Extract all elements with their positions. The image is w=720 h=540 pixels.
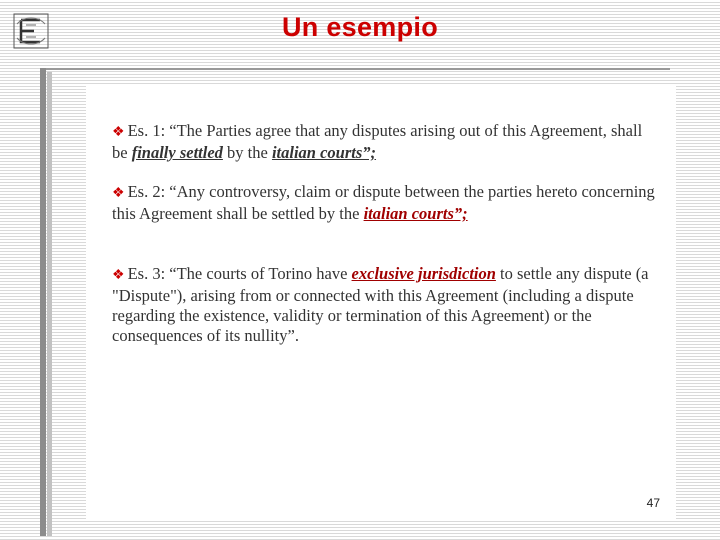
diamond-bullet-icon: ❖ <box>112 186 125 201</box>
example-2-lead: Es. 2: “Any controversy, claim or dispute between the parties hereto concerning this Agreement shall be settled by the <box>112 182 655 223</box>
page-title: Un esempio <box>281 12 439 42</box>
example-3 <box>112 264 657 346</box>
diamond-bullet-icon: ❖ <box>112 268 125 283</box>
example-1-mid: by the <box>222 143 272 162</box>
example-1-lead: Es. 1: “The Parties agree that any disputes arising out of this Agreement, shall be <box>112 121 643 162</box>
example-1 <box>112 121 657 163</box>
example-1-emphasis-2: italian courts”; <box>271 143 377 162</box>
frame-left-bar <box>40 68 46 536</box>
frame-left-shadow-bar <box>47 72 52 536</box>
example-1-emphasis-1: finally settled <box>131 143 223 162</box>
example-2-emphasis-1: italian courts”; <box>363 204 468 223</box>
example-3-emphasis-1: exclusive jurisdiction <box>351 264 496 283</box>
page-number: 47 <box>646 496 660 510</box>
example-3-tail: to settle any dispute (a "Dispute"), arising from or connected with this Agreement (including a dispute regarding the existence, validity or termination of this Agreement) or the consequences of its nullity”. <box>112 264 649 345</box>
diamond-bullet-icon: ❖ <box>112 125 125 140</box>
frame-top-rule <box>40 68 670 70</box>
example-2 <box>112 182 657 224</box>
example-3-lead: Es. 3: “The courts of Torino have <box>127 264 352 283</box>
